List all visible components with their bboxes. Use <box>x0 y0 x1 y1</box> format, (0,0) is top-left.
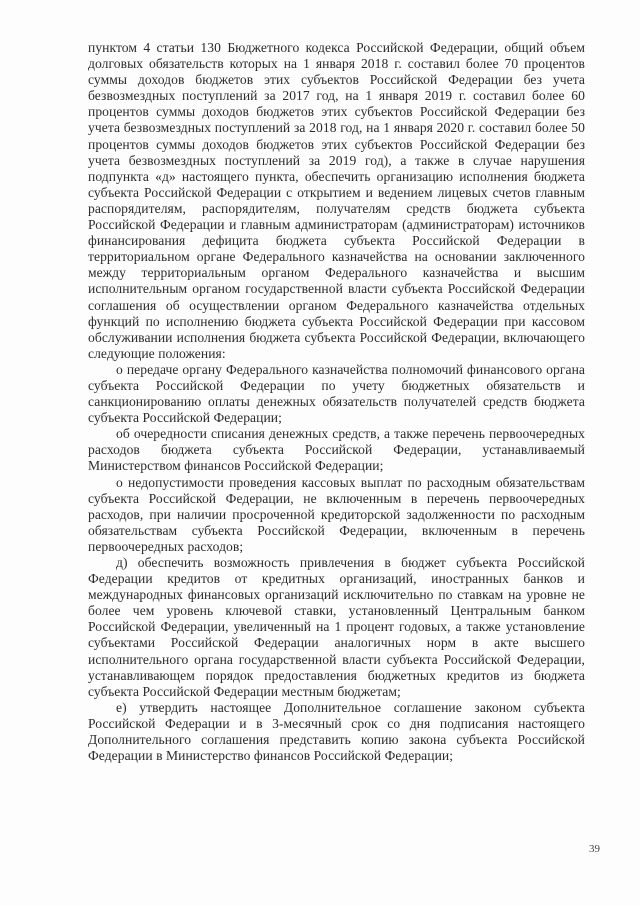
page-number: 39 <box>589 843 600 855</box>
paragraph-item-d: д) обеспечить возможность привлечения в бюджет субъекта Российской Федерации кредитов от кредитных организаций, иностранных банков и международных финансовых организаций исключительно по ставкам на уровне не более чем уровень ключевой ставки, установленный Центральным банком Российской Федерации, увеличенный на 1 процент годовых, а также установление субъектами Российской Федерации аналогичных норм в акте высшего исполнительного органа государственной власти субъекта Российской Федерации, устанавливающем порядок предоставления бюджетных кредитов из бюджета субъекта Российской Федерации местным бюджетам; <box>88 555 585 699</box>
paragraph-write-off-order: об очередности списания денежных средств, а также перечень первоочередных расходов бюджета субъекта Российской Федерации, устанавливаемый Министерством финансов Российской Федерации; <box>88 426 585 474</box>
paragraph-continuation: пунктом 4 статьи 130 Бюджетного кодекса Российской Федерации, общий объем долговых обязательств которых на 1 января 2018 г. составил более 70 процентов суммы доходов бюджетов этих субъектов Российской Федерации без учета безвозмездных поступлений за 2017 год, на 1 января 2019 г. составил более 60 процентов суммы доходов бюджетов этих субъектов Российской Федерации без учета безвозмездных поступлений за 2018 год, на 1 января 2020 г. составил более 50 процентов суммы доходов бюджетов этих субъектов Российской Федерации без учета безвозмездных поступлений за 2019 год), а также в случае нарушения подпункта «д» настоящего пункта, обеспечить организацию исполнения бюджета субъекта Российской Федерации с открытием и ведением лицевых счетов главным распорядителям, распорядителям, получателям средств бюджета субъекта Российской Федерации и главным администраторам (администраторам) источников финансирования дефицита бюджета субъекта Российской Федерации в территориальном органе Федерального казначейства на основании заключенного между территориальным органом Федерального казначейства и высшим исполнительным органом государственной власти субъекта Российской Федерации соглашения об осуществлении органом Федерального казначейства отдельных функций по исполнению бюджета субъекта Российской Федерации при кассовом обслуживании исполнения бюджета субъекта Российской Федерации, включающего следующие положения: <box>88 40 585 361</box>
paragraph-transfer-of-powers: о передаче органу Федерального казначейства полномочий финансового органа субъекта Российской Федерации по учету бюджетных обязательств и санкционированию оплаты денежных обязательств получателей средств бюджета субъекта Российской Федерации; <box>88 361 585 426</box>
paragraph-item-e: е) утвердить настоящее Дополнительное соглашение законом субъекта Российской Федерации и в 3-месячный срок со дня подписания настоящего Дополнительного соглашения представить копию закона субъекта Российской Федерации в Министерство финансов Российской Федерации; <box>88 699 585 764</box>
document-body <box>88 40 585 764</box>
paragraph-inadmissibility: о недопустимости проведения кассовых выплат по расходным обязательствам субъекта Российской Федерации, не включенным в перечень первоочередных расходов, при наличии просроченной кредиторской задолженности по расходным обязательствам субъекта Российской Федерации, включенным в перечень первоочередных расходов; <box>88 474 585 554</box>
